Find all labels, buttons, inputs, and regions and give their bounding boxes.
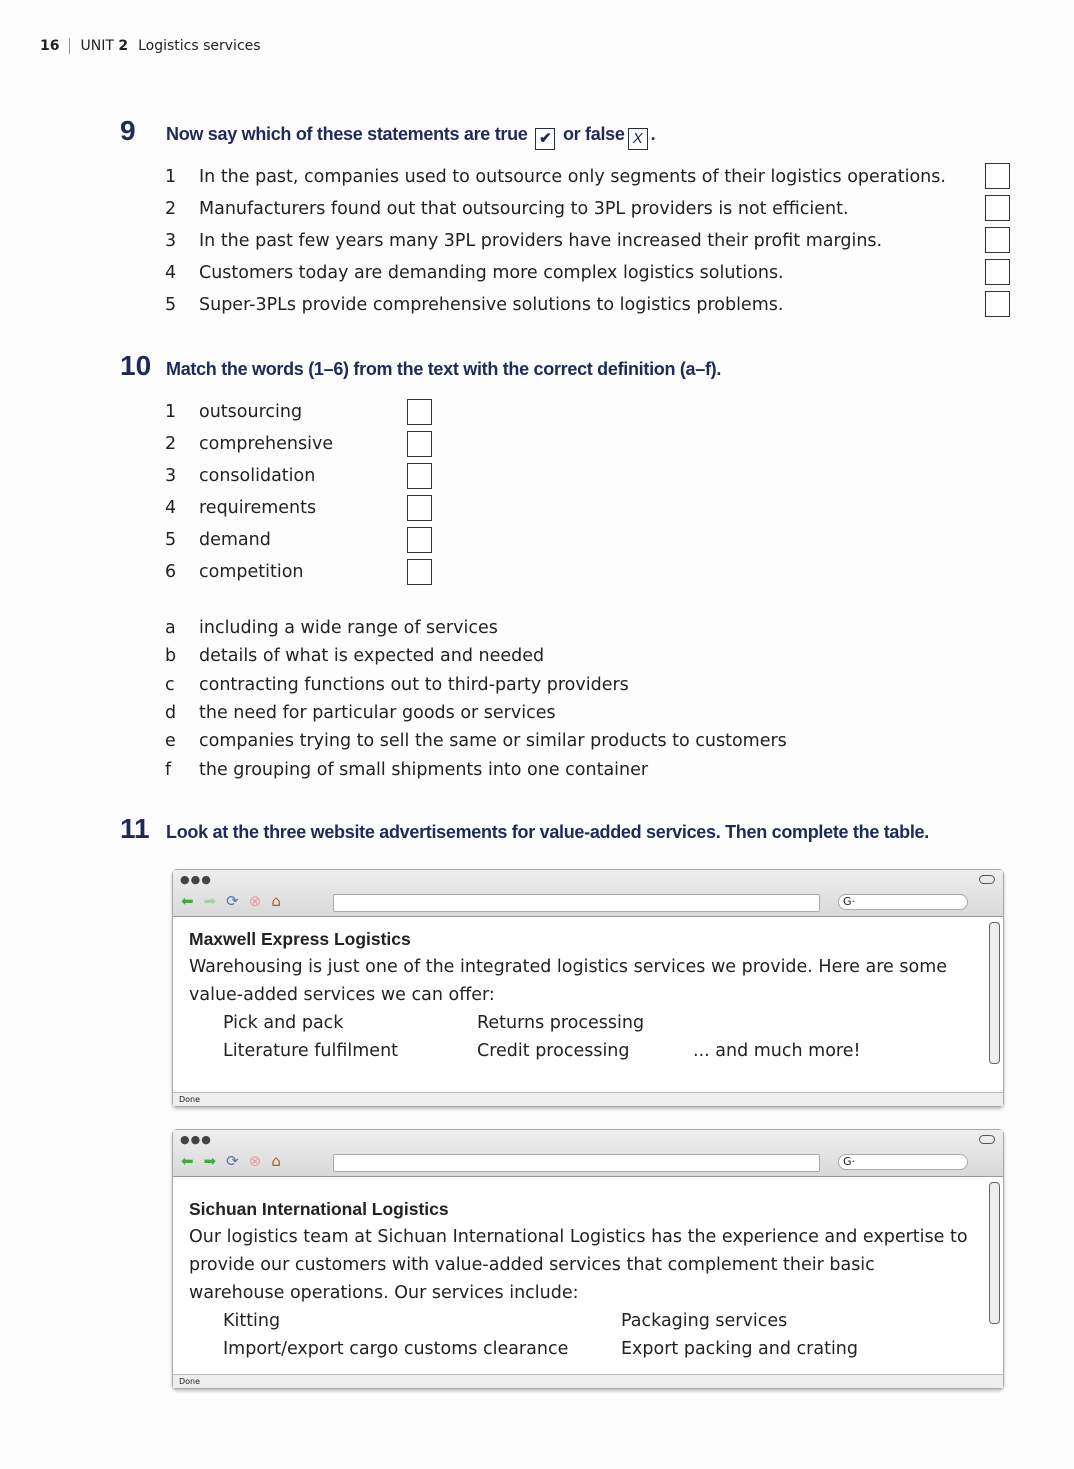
list-item: [165, 524, 432, 556]
answer-box[interactable]: [407, 495, 432, 521]
list-item: [165, 193, 946, 225]
item-number: 6: [165, 562, 177, 582]
unit-label: [80, 38, 128, 54]
address-bar[interactable]: [333, 1154, 820, 1172]
window-buttons[interactable]: ●●●: [180, 1133, 212, 1146]
back-icon[interactable]: ⬅: [181, 892, 194, 910]
list-item: [165, 428, 432, 460]
item-text: comprehensive: [199, 434, 334, 454]
company-name: Maxwell Express Logistics: [189, 929, 411, 949]
stop-icon[interactable]: ⊗: [248, 1152, 262, 1170]
forward-icon[interactable]: ➡: [203, 1152, 217, 1170]
exercise-number: 11: [120, 813, 150, 844]
list-item: [165, 556, 432, 588]
item-text: competition: [199, 562, 304, 582]
status-bar: Done: [173, 1092, 1003, 1106]
ad-body: Our logistics team at Sichuan International Logistics has the experience and expertise to provide our customers with value-added services that complement their basic warehouse operations. Our services include:: [189, 1227, 968, 1303]
list-item: [165, 642, 787, 670]
answer-checkbox[interactable]: [985, 195, 1010, 221]
browser-toolbar: [173, 1130, 1003, 1177]
item-letter: d: [165, 703, 177, 724]
unit-text: UNIT: [80, 38, 114, 54]
item-letter: a: [165, 618, 176, 639]
ad-content: [173, 1177, 1003, 1363]
answer-box[interactable]: [407, 399, 432, 425]
list-item: [165, 727, 787, 755]
toolbar-toggle[interactable]: [979, 875, 995, 884]
item-text: demand: [199, 530, 271, 550]
service-item: Returns processing: [477, 1013, 645, 1033]
item-number: 2: [165, 199, 177, 219]
item-text: contracting functions out to third-party providers: [199, 674, 629, 695]
toolbar-toggle[interactable]: [979, 1135, 995, 1144]
answer-box[interactable]: [407, 463, 432, 489]
true-mark-icon: ✔: [535, 128, 555, 150]
page-number: 16: [40, 38, 60, 54]
words-list: [165, 396, 432, 588]
reload-icon[interactable]: ⟳: [226, 1152, 239, 1170]
item-number: 2: [165, 434, 177, 454]
definitions-list: [165, 614, 787, 784]
item-text: Super-3PLs provide comprehensive solutions to logistics problems.: [199, 295, 784, 315]
service-item: Credit processing: [477, 1041, 630, 1061]
item-number: 1: [165, 402, 177, 422]
unit-number: 2: [118, 38, 129, 54]
item-number: 1: [165, 167, 177, 187]
answer-box[interactable]: [407, 559, 432, 585]
list-item: [165, 460, 432, 492]
list-item: [165, 396, 432, 428]
back-icon[interactable]: ⬅: [181, 1152, 194, 1170]
item-text: the need for particular goods or services: [199, 703, 556, 724]
item-text: In the past few years many 3PL providers have increased their profit margins.: [199, 231, 883, 251]
window-buttons[interactable]: ●●●: [180, 873, 212, 886]
forward-icon[interactable]: ➡: [203, 892, 217, 910]
exercise-number: 10: [120, 350, 152, 381]
service-item: Literature fulfilment: [223, 1041, 399, 1061]
item-number: 4: [165, 263, 177, 283]
list-item: [165, 289, 946, 321]
status-bar: Done: [173, 1374, 1003, 1388]
item-text: including a wide range of services: [199, 618, 498, 639]
search-field[interactable]: G·: [838, 894, 968, 910]
page-header: [40, 38, 261, 54]
item-text: Manufacturers found out that outsourcing to 3PL providers is not efficient.: [199, 199, 849, 219]
ad-body: Warehousing is just one of the integrated logistics services we provide. Here are some value-added services we can offer:: [189, 957, 948, 1005]
item-letter: c: [165, 674, 175, 695]
browser-window-maxwell: [172, 869, 1004, 1107]
list-item: [165, 257, 946, 289]
item-text: the grouping of small shipments into one container: [199, 759, 649, 780]
service-item: Kitting: [223, 1311, 281, 1331]
statements-list: [165, 161, 946, 321]
item-number: 5: [165, 530, 177, 550]
answer-checkbox[interactable]: [985, 291, 1010, 317]
service-item: Import/export cargo customs clearance: [223, 1339, 569, 1359]
exercise-title: Match the words (1–6) from the text with the correct definition (a–f).: [166, 359, 722, 379]
service-item: Packaging services: [621, 1311, 788, 1331]
ad-content: [173, 917, 1003, 1065]
list-item: [165, 699, 787, 727]
false-mark-icon: X: [628, 128, 648, 150]
divider: [69, 38, 70, 54]
item-text: Customers today are demanding more complex logistics solutions.: [199, 263, 784, 283]
item-letter: b: [165, 646, 177, 667]
list-item: [165, 614, 787, 642]
item-text: outsourcing: [199, 402, 303, 422]
list-item: [165, 755, 787, 783]
stop-icon[interactable]: ⊗: [248, 892, 262, 910]
exercise-title: Now say which of these statements are true: [166, 124, 528, 144]
list-item: [165, 161, 946, 193]
answer-box[interactable]: [407, 527, 432, 553]
service-item: Export packing and crating: [621, 1339, 859, 1359]
item-text: consolidation: [199, 466, 316, 486]
home-icon[interactable]: ⌂: [271, 1152, 281, 1170]
unit-title: Logistics services: [138, 38, 261, 54]
service-item: Pick and pack: [223, 1013, 344, 1033]
list-item: [165, 225, 946, 257]
item-letter: f: [165, 759, 172, 780]
reload-icon[interactable]: ⟳: [226, 892, 239, 910]
search-field[interactable]: G·: [838, 1154, 968, 1170]
answer-checkbox[interactable]: [985, 259, 1010, 285]
exercise-number: 9: [120, 115, 136, 146]
scrollbar[interactable]: [989, 922, 1000, 1064]
item-number: 3: [165, 466, 177, 486]
answer-checkbox[interactable]: [985, 163, 1010, 189]
item-text: details of what is expected and needed: [199, 646, 545, 667]
address-bar[interactable]: [333, 894, 820, 912]
exercise-10-heading: [120, 350, 721, 382]
period: .: [650, 124, 656, 144]
list-item: [165, 492, 432, 524]
scrollbar[interactable]: [989, 1182, 1000, 1324]
exercise-title: Look at the three website advertisements for value-added services. Then complete the table.: [166, 822, 929, 842]
item-number: 4: [165, 498, 177, 518]
or-false-text: or false: [562, 124, 625, 144]
item-number: 3: [165, 231, 177, 251]
browser-toolbar: [173, 870, 1003, 917]
item-letter: e: [165, 731, 176, 752]
browser-window-sichuan: [172, 1129, 1004, 1389]
item-text: In the past, companies used to outsource only segments of their logistics operations.: [199, 167, 946, 187]
home-icon[interactable]: ⌂: [271, 892, 281, 910]
list-item: [165, 671, 787, 699]
exercise-9-heading: [120, 115, 655, 150]
company-name: Sichuan International Logistics: [189, 1199, 449, 1219]
answer-checkbox[interactable]: [985, 227, 1010, 253]
item-text: requirements: [199, 498, 317, 518]
exercise-11-heading: [120, 813, 929, 845]
item-text: companies trying to sell the same or similar products to customers: [199, 731, 787, 752]
item-number: 5: [165, 295, 177, 315]
answer-box[interactable]: [407, 431, 432, 457]
service-item: ... and much more!: [693, 1041, 861, 1061]
